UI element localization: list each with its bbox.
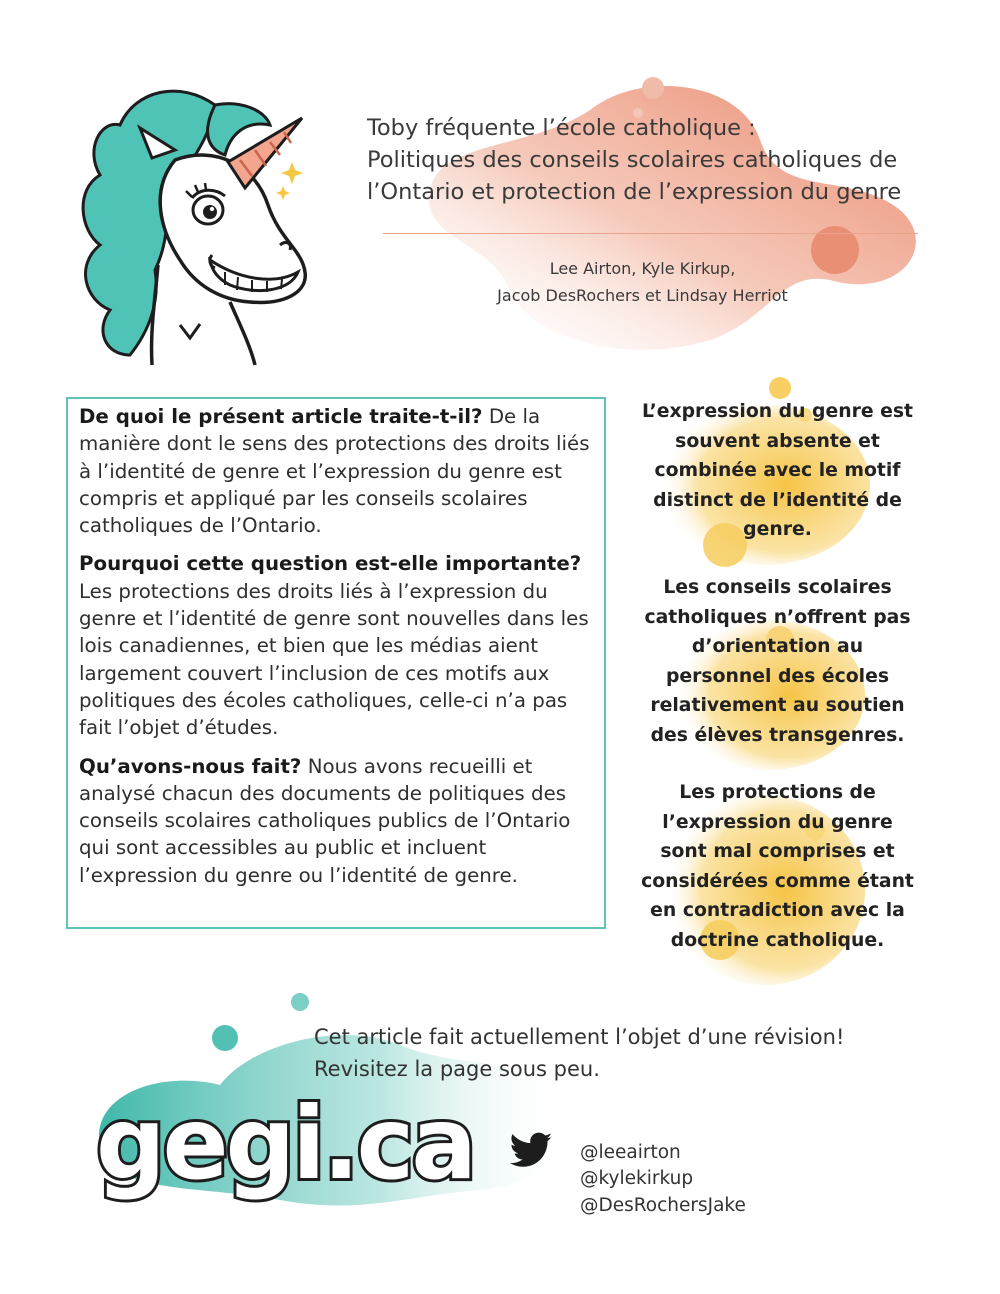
twitter-handle-2[interactable]: @kylekirkup bbox=[580, 1168, 694, 1189]
revision-notice-line-1: Cet article fait actuellement l’objet d’une révision! bbox=[314, 1025, 845, 1049]
title-divider bbox=[383, 233, 918, 234]
twitter-bird-icon bbox=[505, 1128, 557, 1174]
article-title-line-1: Toby fréquente l’école catholique : bbox=[367, 115, 756, 141]
authors-line-2: Jacob DesRochers et Lindsay Herriot bbox=[497, 286, 788, 305]
summary-why-answer: Les protections des droits liés à l’expression du genre et l’identité de genre sont nouvelles dans les lois canadiennes, et bien que les médias aient largement couvert l’inclusion de ces motifs aux politiques des écoles catholiques, celle-ci n’a pas fait l’objet d’études. bbox=[79, 579, 589, 740]
summary-how bbox=[79, 753, 592, 889]
summary-box bbox=[66, 397, 606, 929]
site-logo-text: gegi.ca bbox=[96, 1090, 474, 1202]
summary-how-question: Qu’avons-nous fait? bbox=[79, 754, 302, 778]
article-title-line-3: l’Ontario et protection de l’expression du genre bbox=[367, 179, 902, 205]
finding-1: L’expression du genre est souvent absente et combinée avec le motif distinct de l’identité de genre. bbox=[641, 401, 914, 541]
summary-what-question: De quoi le présent article traite-t-il? bbox=[79, 405, 483, 428]
site-logo[interactable] bbox=[88, 1090, 488, 1215]
finding-2: Les conseils scolaires catholiques n’offrent pas d’orientation au personnel des écoles relativement au soutien des élèves transgenres. bbox=[644, 577, 911, 746]
summary-why bbox=[79, 550, 592, 741]
revision-notice-line-2: Revisitez la page sous peu. bbox=[314, 1057, 600, 1081]
summary-why-question: Pourquoi cette question est-elle importante? bbox=[79, 552, 582, 576]
summary-what bbox=[79, 403, 592, 539]
article-title-line-2: Politiques des conseils scolaires catholiques de bbox=[367, 147, 898, 173]
finding-3: Les protections de l’expression du genre sont mal comprises et considérées comme étant en contradiction avec la doctrine catholique. bbox=[641, 782, 914, 951]
twitter-handle-3[interactable]: @DesRochersJake bbox=[580, 1195, 746, 1216]
unicorn-illustration bbox=[40, 80, 340, 380]
twitter-handle-1[interactable]: @leeairton bbox=[580, 1142, 681, 1163]
authors-line-1: Lee Airton, Kyle Kirkup, bbox=[549, 259, 736, 278]
summary-how-answer: Nous avons recueilli et analysé chacun des documents de politiques des conseils scolaires catholiques publics de l’Ontario qui sont accessibles au public et incluent l’expression du genre ou l’identité de genre. bbox=[79, 754, 571, 887]
summary-what-answer: De la manière dont le sens des protections des droits liés à l’identité de genre et l’expression du genre est compris et appliqué par les conseils scolaires catholiques de l’Ontario. bbox=[79, 405, 590, 538]
